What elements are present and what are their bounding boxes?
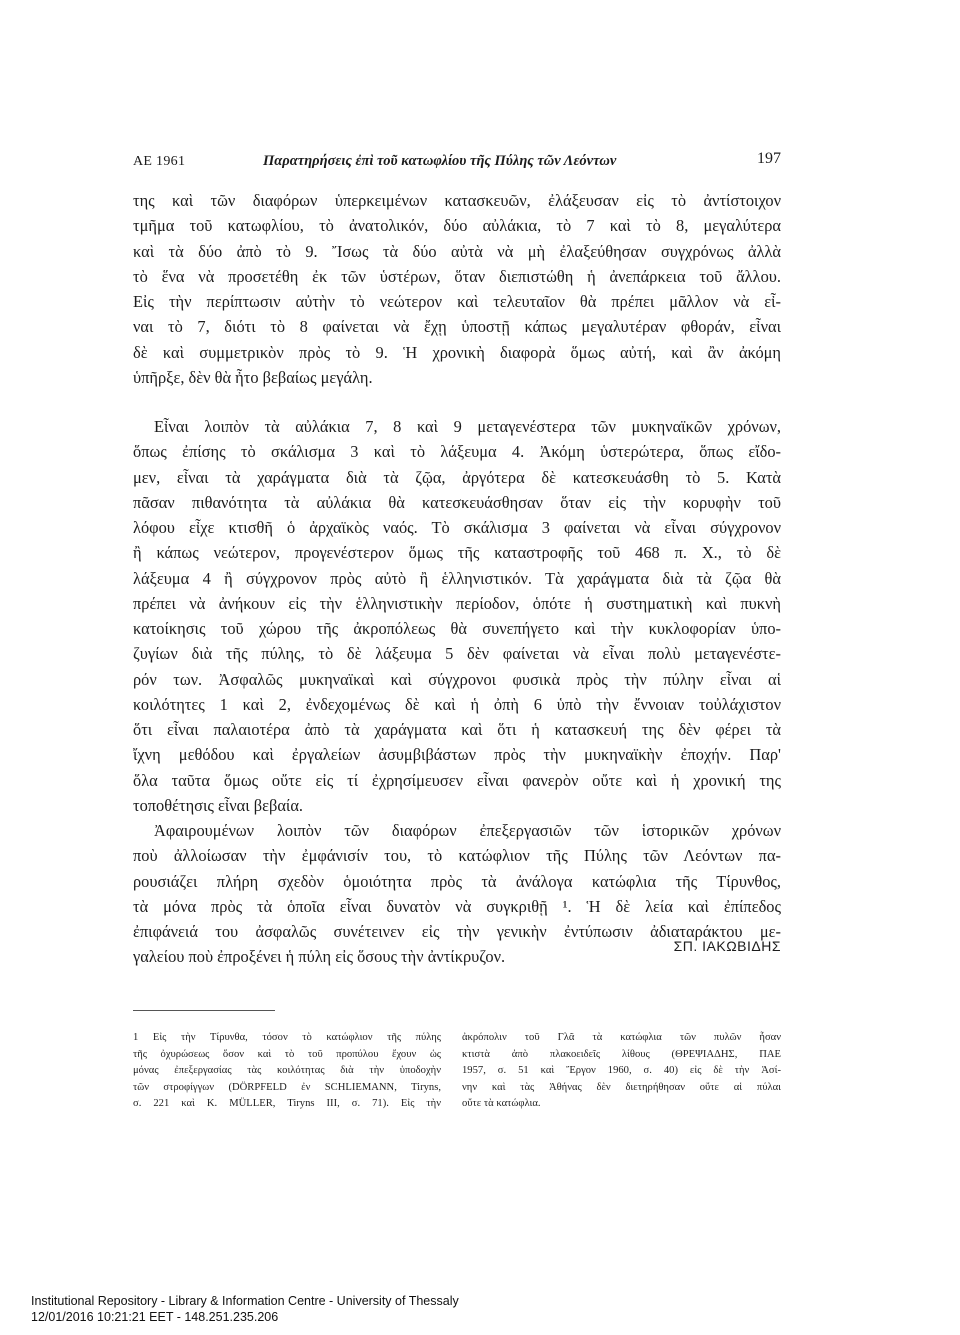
paragraph-2 xyxy=(133,414,781,818)
text-line: κατοίκησις τοῦ χώρου τῆς ἀκροπόλεως θὰ συνεπήγετο καὶ τὴν κυκλοφορίαν ὑπο- xyxy=(133,619,781,638)
text-line: ρουσιάζει πλήρη σχεδὸν ὁμοιότητα πρὸς τὰ ἀνάλογα κατώφλια τῆς Τίρυνθος, xyxy=(133,871,781,891)
text-line: ἴχνη μεθόδου καὶ ἐργαλείων ἀσυμβιβάστων πρὸς τὴν μυκηναϊκὴν ἐποχήν. Παρ' xyxy=(133,745,781,765)
text-line: ζυγίων διὰ τῆς πύλης, τὸ δὲ λάξευμα 5 δὲν φαίνεται νὰ εἶναι πολὺ μεταγενέστε- xyxy=(133,644,781,664)
text-line: ὑπῆρξε, δὲν θὰ ἦτο βεβαίως μεγάλη. xyxy=(133,367,373,387)
text-line: ἢ κάπως νεώτερον, προγενέστερον ὅμως τῆς καταστροφῆς τοῦ 468 π. Χ., τὸ δὲ xyxy=(133,543,781,563)
author-signature: ΣΠ. ΙΑΚΩΒΙΔΗΣ xyxy=(673,938,781,954)
text-line: τὰ μόνα πρὸς τὰ ὁποῖα εἶναι δυνατὸν νὰ συγκριθῇ ¹. Ἡ δὲ λεία καὶ ἐπίπεδος xyxy=(133,896,781,916)
article-body xyxy=(133,188,781,970)
footnote-line: οὔτε τὰ κατώφλια. xyxy=(462,1098,541,1110)
repository-stamp xyxy=(31,1293,459,1325)
text-line: τοποθέτησις εἶναι βεβαία. xyxy=(133,795,304,815)
text-line: κοιλότητες 1 καὶ 2, ἐνδεχομένως δὲ καὶ ἡ ὀπὴ 6 ὑπὸ τὴν ἔννοιαν τοὐλάχιστον xyxy=(133,694,781,714)
footnote-line: κτιστὰ ἀπὸ πλακοειδεῖς λίθους (ΘΡΕΨΙΑΔΗΣ, ΠΑΕ xyxy=(462,1048,781,1060)
text-line: λόφου εἶχε κτισθῆ ὁ ἀρχαϊκὸς ναός. Τὸ σκάλισμα 3 φαίνεται νὰ εἶναι σύγχρονον xyxy=(133,518,781,537)
text-line: Εἰς τὴν περίπτωσιν αὐτὴν τὸ νεώτερον καὶ τελευταῖον θὰ πρέπει μᾶλλον νὰ εἶ- xyxy=(133,292,781,311)
footnote-line: 1957, σ. 51 καὶ Ἔργον 1960, σ. 40) εἰς δὲ τὴν Ἀσί- xyxy=(462,1065,781,1077)
text-line: ποὺ ἀλλοίωσαν τὴν ἐμφάνισίν του, τὸ κατώφλιον τῆς Πύλης τῶν Λεόντων πα- xyxy=(133,846,781,866)
text-line: καὶ τὰ δύο ἀπὸ τὸ 9. Ἴσως τὰ δύο αὐτὰ νὰ μὴ ἐλαξεύθησαν συγχρόνως ἀλλὰ xyxy=(133,241,781,261)
footnote-line: τῶν στροφίγγων (DÖRPFELD ἐν SCHLIEMANN, Tiryns, xyxy=(133,1081,441,1093)
running-header xyxy=(133,150,781,174)
journal-reference: ΑΕ 1961 xyxy=(133,154,186,169)
footnote-line: τῆς ὀχυρώσεως ὅσον καὶ τὸ τοῦ προπύλου ἔχουν ὡς xyxy=(133,1048,441,1060)
footnote-line: σ. 221 καὶ K. MÜLLER, Tiryns III, σ. 71). Εἰς τὴν xyxy=(133,1098,441,1110)
text-line: ὅλα ταῦτα ὅμως οὔτε εἰς τί ἐχρησίμευσεν εἶναι φανερὸν οὔτε καὶ ἡ χρονική της xyxy=(133,770,781,790)
page-number: 197 xyxy=(757,150,781,167)
text-line: τὸ ἕνα νὰ προσετέθη ἐκ τῶν ὑστέρων, ὅταν διεπιστώθη ἡ ἀνεπάρκεια τοῦ ἄλλου. xyxy=(133,266,781,286)
text-line: λάξευμα 4 ἢ σύγχρονον πρὸς αὐτὸ ἢ ἑλληνιστικόν. Τὰ χαράγματα διὰ τὰ ζῷα θὰ xyxy=(133,568,781,588)
paragraph-1 xyxy=(133,188,781,390)
text-line: πρέπει νὰ ἀνήκουν εἰς τὴν ἑλληνιστικὴν περίοδον, ὁπότε ἡ συστηματικὴ καὶ πυκνὴ xyxy=(133,593,781,613)
text-line: πᾶσαν πιθανότητα τὰ αὐλάκια θὰ κατεσκευάσθησαν ὅταν εἰς τὴν κορυφὴν τοῦ xyxy=(133,492,781,512)
footnote-line: ἀκρόπολιν τοῦ Γλᾶ τὰ κατώφλια τῶν πυλῶν ἦσαν xyxy=(462,1032,781,1043)
footnote-line: νην καὶ τὰς Ἀθήνας δὲν διετηρήθησαν οὔτε αἱ πύλαι xyxy=(462,1081,781,1093)
text-line: Ἀφαιρουμένων λοιπὸν τῶν διαφόρων ἐπεξεργασιῶν τῶν ἱστορικῶν χρόνων xyxy=(154,821,781,840)
text-line: γαλείου ποὺ ἐπροξένει ἡ πύλη εἰς ὅσους τὴν ἀντίκρυζον. xyxy=(133,947,506,967)
text-line: μεν, εἶναι τὰ χαράγματα διὰ τὰ ζῷα, ἀργότερα δὲ κατεσκευάσθη τὸ 5. Κατὰ xyxy=(133,467,781,487)
running-title: Παρατηρήσεις ἐπὶ τοῦ κατωφλίου τῆς Πύλης τῶν Λεόντων xyxy=(263,153,617,169)
footnote-column-right xyxy=(462,1030,781,1113)
footnote-line: μόνας ἐπεξεργασίας τὰς κοιλότητας διὰ τὴν ὑποδοχὴν xyxy=(133,1065,441,1077)
footnote-rule xyxy=(133,1010,275,1011)
text-line: ρόν των. Ἀσφαλῶς μυκηναϊκαὶ καὶ σύγχρονοι φυσικὰ πρὸς τὴν πύλην εἶναι αἱ xyxy=(133,669,781,689)
text-line: ἐπιφάνειά του ἀσφαλῶς συνέτεινεν εἰς τὴν γενικὴν ἐντύπωσιν ἀδιαταράκτου με- xyxy=(133,922,781,941)
text-line: ναι τὸ 7, διότι τὸ 8 φαίνεται νὰ ἔχῃ ὑποστῇ κάπως μεγαλυτέραν φθοράν, εἶναι xyxy=(133,317,781,337)
text-line: δὲ καὶ συμμετρικὸν πρὸς τὸ 9. Ἡ χρονικὴ διαφορὰ ὅμως αὐτή, καὶ ἂν ἀκόμη xyxy=(133,342,781,362)
text-line: Εἶναι λοιπὸν τὰ αὐλάκια 7, 8 καὶ 9 μεταγενέστερα τῶν μυκηναϊκῶν χρόνων, xyxy=(154,417,781,436)
repository-name: Institutional Repository - Library & Information Centre - University of Thessaly xyxy=(31,1294,459,1308)
download-timestamp: 12/01/2016 10:21:21 EET - 148.251.235.206 xyxy=(31,1310,279,1324)
footnote-line: 1 Εἰς τὴν Τίρυνθα, τόσον τὸ κατώφλιον τῆς πύλης xyxy=(133,1032,441,1043)
text-line: τμῆμα τοῦ κατωφλίου, τὸ ἀνατολικόν, δύο αὐλάκια, τὸ 7 καὶ τὸ 8, μεγαλύτερα xyxy=(133,216,781,236)
text-line: της καὶ τῶν διαφόρων ὑπερκειμένων κατασκευῶν, ἐλάξευσαν εἰς τὸ ἀντίστοιχον xyxy=(133,191,781,210)
footnote-column-left xyxy=(133,1030,441,1113)
text-line: ὅτι εἶναι παλαιοτέρα ἀπὸ τὰ χαράγματα καὶ ὅτι ἡ κατασκευή της δὲν φέρει τὰ xyxy=(133,720,781,739)
text-line: ὅπως ἐπίσης τὸ σκάλισμα 3 καὶ τὸ λάξευμα 4. Ἀκόμη ὑστερώτερα, ὅπως εἴδο- xyxy=(133,442,781,462)
